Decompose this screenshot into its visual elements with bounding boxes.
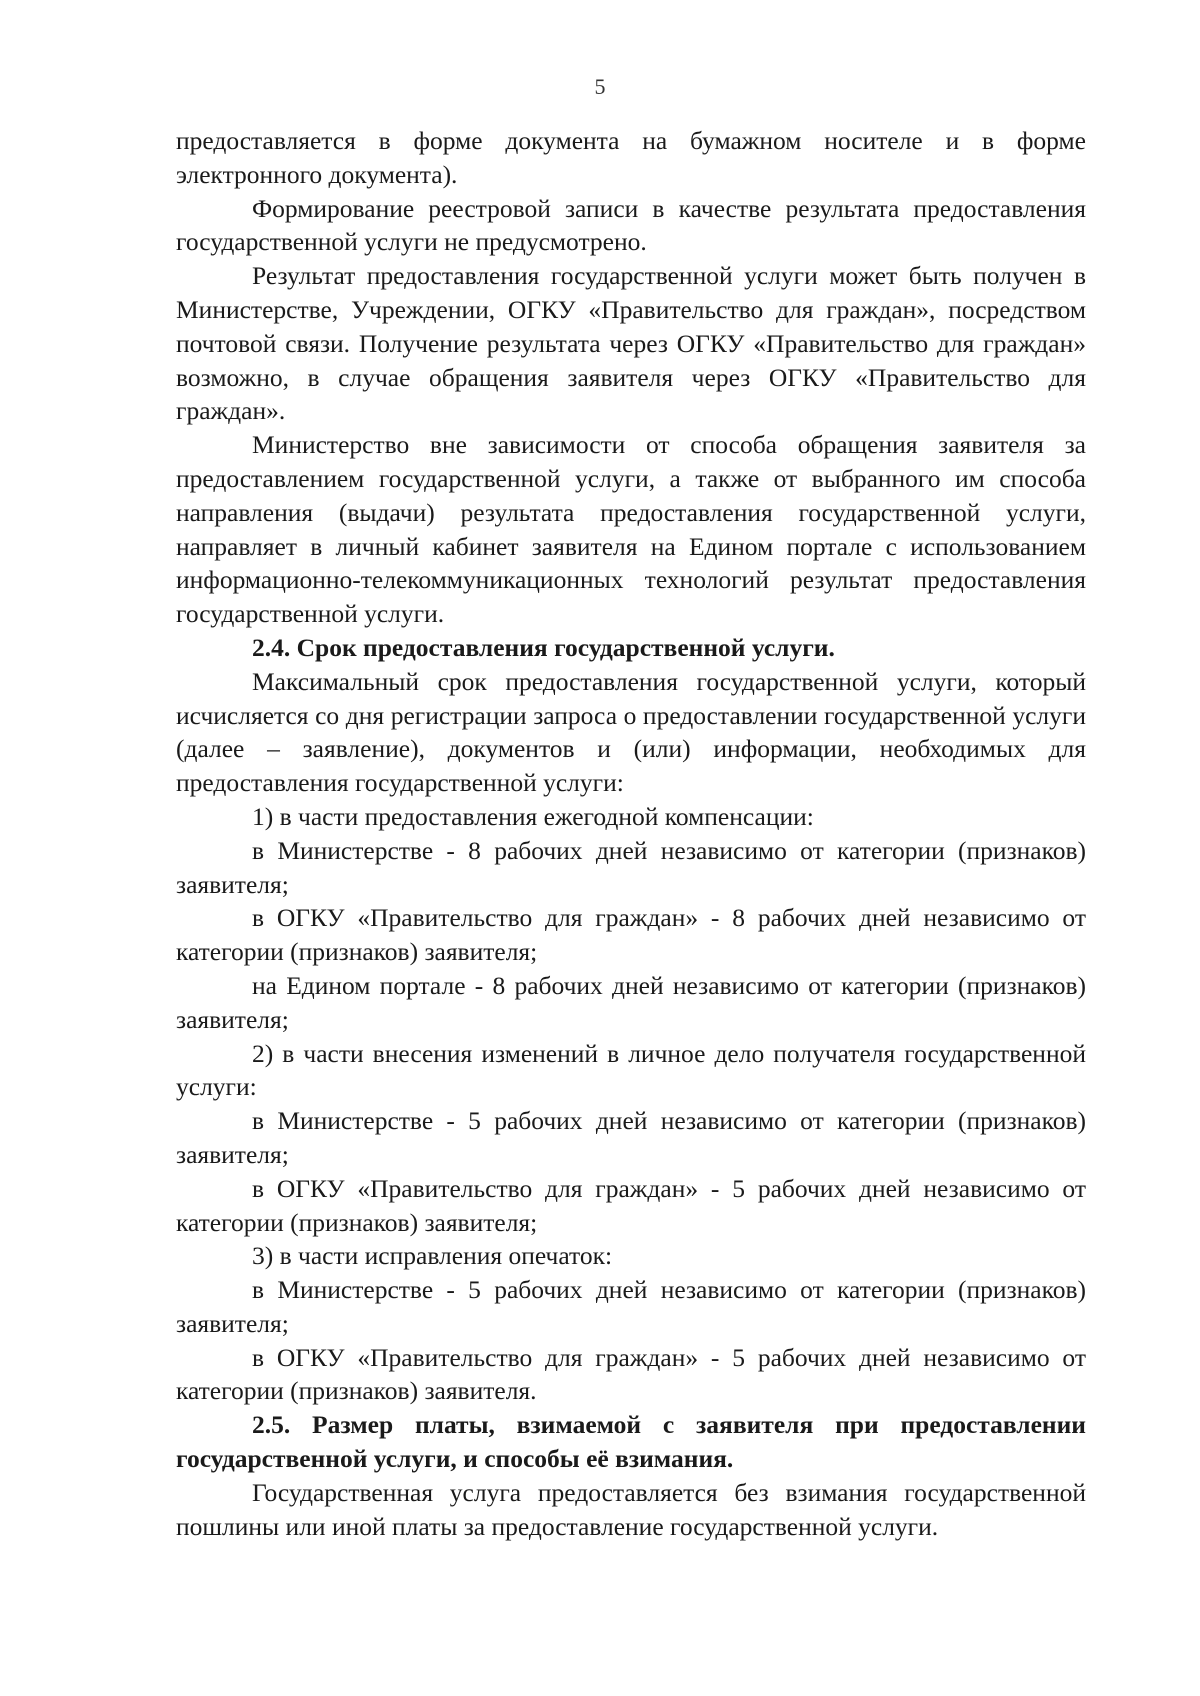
page-number: 5 <box>594 74 606 99</box>
term-ministry-5-days-typos: в Министерстве - 5 рабочих дней независимо от категории (признаков) заявителя; <box>176 1275 1086 1338</box>
term-ministry-5-days-changes: в Министерстве - 5 рабочих дней независимо от категории (признаков) заявителя; <box>176 1106 1086 1169</box>
paragraph-result-form-continuation: предоставляется в форме документа на бумажном носителе и в форме электронного документа). <box>176 126 1086 189</box>
paragraph-ministry-personal-account: Министерство вне зависимости от способа обращения заявителя за предоставлением государственной услуги, а также от выбранного им способа направления (выдачи) результата предоставления государственной услуги, направляет в личный кабинет заявителя на Едином портале с использованием информационно-телекоммуникационных технологий результат предоставления государственной услуги. <box>176 430 1086 629</box>
term-ogku-5-days-changes: в ОГКУ «Правительство для граждан» - 5 рабочих дней независимо от категории (признаков) заявителя; <box>176 1173 1086 1237</box>
term-ogku-8-days: в ОГКУ «Правительство для граждан» - 8 рабочих дней независимо от категории (признаков) заявителя; <box>176 903 1086 967</box>
term-portal-8-days: на Едином портале - 8 рабочих дней независимо от категории (признаков) заявителя; <box>176 970 1086 1034</box>
list-item-personal-file-changes: 2) в части внесения изменений в личное дело получателя государственной услуги: <box>176 1038 1086 1102</box>
term-ministry-8-days: в Министерстве - 8 рабочих дней независимо от категории (признаков) заявителя; <box>176 835 1086 899</box>
paragraph-result-receipt: Результат предоставления государственной услуги может быть получен в Министерстве, Учреждении, ОГКУ «Правительство для граждан», посредством почтовой связи. Получение результата через ОГКУ «Правительство для граждан» возможно, в случае обращения заявителя через ОГКУ «Правительство для граждан». <box>176 261 1086 426</box>
section-heading-2-5: 2.5. Размер платы, взимаемой с заявителя при предоставлении государственной услуги, и способы её взимания. <box>176 1410 1086 1474</box>
term-ogku-5-days-typos: в ОГКУ «Правительство для граждан» - 5 рабочих дней независимо от категории (признаков) заявителя. <box>176 1342 1086 1406</box>
paragraph-no-fee: Государственная услуга предоставляется без взимания государственной пошлины или иной платы за предоставление государственной услуги. <box>176 1477 1086 1541</box>
paragraph-max-term: Максимальный срок предоставления государственной услуги, который исчисляется со дня регистрации запроса о предоставлении государственной услуги (далее – заявление), документов и (или) информации, необходимых для предоставления государственной услуги: <box>176 666 1086 798</box>
list-item-annual-compensation: 1) в части предоставления ежегодной компенсации: <box>252 801 814 831</box>
document-body <box>176 124 1086 1543</box>
section-heading-2-4: 2.4. Срок предоставления государственной услуги. <box>252 632 835 662</box>
list-item-typo-correction: 3) в части исправления опечаток: <box>252 1241 613 1271</box>
paragraph-registry-record: Формирование реестровой записи в качестве результата предоставления государственной услуги не предусмотрено. <box>176 193 1086 257</box>
